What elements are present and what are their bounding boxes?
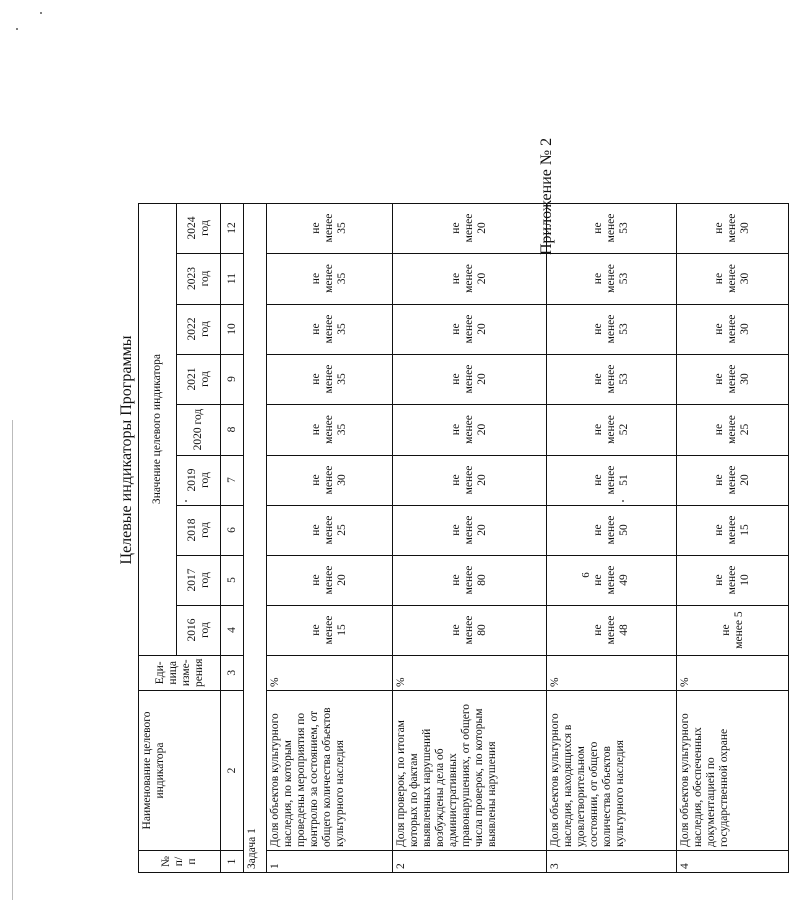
column-number: 9 xyxy=(221,354,244,404)
appendix-label: Приложение № 2 xyxy=(538,137,555,255)
column-number: 4 xyxy=(221,605,244,655)
indicator-value: не менее 25 xyxy=(677,404,789,455)
task-label: Задача 1 xyxy=(244,203,267,872)
indicator-name: Доля объектов культурного наследия, находящихся в удовлетворительном состоянии, от общего количества объектов культурного наследия xyxy=(547,691,677,851)
column-number: 2 xyxy=(221,691,244,851)
header-year: 2019 год xyxy=(177,455,221,505)
column-number: 1 xyxy=(221,851,244,873)
indicator-value: не менее 30 xyxy=(677,304,789,354)
document-title: Целевые индикаторы Программы xyxy=(118,335,135,565)
indicators-table xyxy=(138,203,789,873)
unit-cell: % xyxy=(547,655,677,690)
table-body xyxy=(221,203,789,872)
row-number: 4 xyxy=(677,851,789,873)
indicator-value: не менее 49 xyxy=(547,555,677,605)
indicator-value: не менее 30 xyxy=(267,455,393,505)
indicator-value: не менее 50 xyxy=(547,505,677,555)
header-year: 2024 год xyxy=(177,203,221,253)
indicator-name: Доля объектов культурного наследия, обеспеченных документацией по государственной охране xyxy=(677,691,789,851)
indicator-value: не менее 20 xyxy=(393,203,547,253)
indicator-value: не менее 20 xyxy=(393,404,547,455)
header-year: 2022 год xyxy=(177,304,221,354)
indicator-value: не менее 10 xyxy=(677,555,789,605)
indicator-value: не менее 30 xyxy=(677,203,789,253)
column-number: 8 xyxy=(221,404,244,455)
indicator-value: не менее 52 xyxy=(547,404,677,455)
indicator-value: не менее 20 xyxy=(267,555,393,605)
indicator-value: не менее 53 xyxy=(547,203,677,253)
indicator-value: не менее 35 xyxy=(267,203,393,253)
table-row xyxy=(267,203,393,872)
column-number: 3 xyxy=(221,655,244,690)
indicator-value: не менее 51 xyxy=(547,455,677,505)
column-number: 7 xyxy=(221,455,244,505)
table-row xyxy=(393,203,547,872)
header-year: 2021 год xyxy=(177,354,221,404)
indicator-name: Доля проверок, по итогам которых по фактам выявленных нарушений возбуждены дела об административных правонарушениях, от общего числа проверок, по которым выявлены нарушения xyxy=(393,691,547,851)
column-number: 10 xyxy=(221,304,244,354)
indicator-value: не менее 20 xyxy=(393,455,547,505)
column-number: 12 xyxy=(221,203,244,253)
indicator-value: не менее 25 xyxy=(267,505,393,555)
indicator-value: не менее 35 xyxy=(267,253,393,304)
indicator-value: не менее 53 xyxy=(547,354,677,404)
header-num: № п/п xyxy=(139,851,221,873)
header-year: 2018 год xyxy=(177,505,221,555)
indicator-value: не менее 53 xyxy=(547,253,677,304)
task-row xyxy=(244,203,267,872)
column-number: 5 xyxy=(221,555,244,605)
row-number: 1 xyxy=(267,851,393,873)
header-name: Наименование целевого индикатора xyxy=(139,691,221,851)
header-year: 2017 год xyxy=(177,555,221,605)
indicator-value: не менее 20 xyxy=(393,304,547,354)
indicator-value: не менее 15 xyxy=(267,605,393,655)
indicator-value: не менее 53 xyxy=(547,304,677,354)
indicator-value: не менее 30 xyxy=(677,354,789,404)
indicator-value: не менее 5 xyxy=(677,605,789,655)
header-value-group: Значение целевого индикатора xyxy=(139,203,177,655)
indicator-value: не менее 35 xyxy=(267,304,393,354)
unit-cell: % xyxy=(393,655,547,690)
indicator-value: не менее 35 xyxy=(267,354,393,404)
indicator-value: не менее 30 xyxy=(677,253,789,304)
unit-cell: % xyxy=(677,655,789,690)
header-year: 2020 год xyxy=(177,404,221,455)
indicator-value: не менее 80 xyxy=(393,555,547,605)
table-row xyxy=(677,203,789,872)
column-number: 6 xyxy=(221,505,244,555)
indicator-value: не менее 80 xyxy=(393,605,547,655)
indicator-name: Доля объектов культурного наследия, по которым проведены мероприятия по контролю за состоянием, от общего количества объектов культурного наследия xyxy=(267,691,393,851)
indicator-value: не менее 20 xyxy=(393,354,547,404)
indicator-value: не менее 20 xyxy=(393,253,547,304)
indicator-value: не менее 20 xyxy=(393,505,547,555)
indicator-value: не менее 48 xyxy=(547,605,677,655)
column-number-row xyxy=(221,203,244,872)
indicator-value: не менее 15 xyxy=(677,505,789,555)
header-unit: Еди- ница изме- рения xyxy=(139,655,221,690)
indicator-value: не менее 20 xyxy=(677,455,789,505)
header-year: 2016 год xyxy=(177,605,221,655)
indicator-value: не менее 35 xyxy=(267,404,393,455)
page-number: 6 xyxy=(580,572,592,578)
row-number: 3 xyxy=(547,851,677,873)
table-row xyxy=(547,203,677,872)
unit-cell: % xyxy=(267,655,393,690)
column-number: 11 xyxy=(221,253,244,304)
row-number: 2 xyxy=(393,851,547,873)
header-year: 2023 год xyxy=(177,253,221,304)
